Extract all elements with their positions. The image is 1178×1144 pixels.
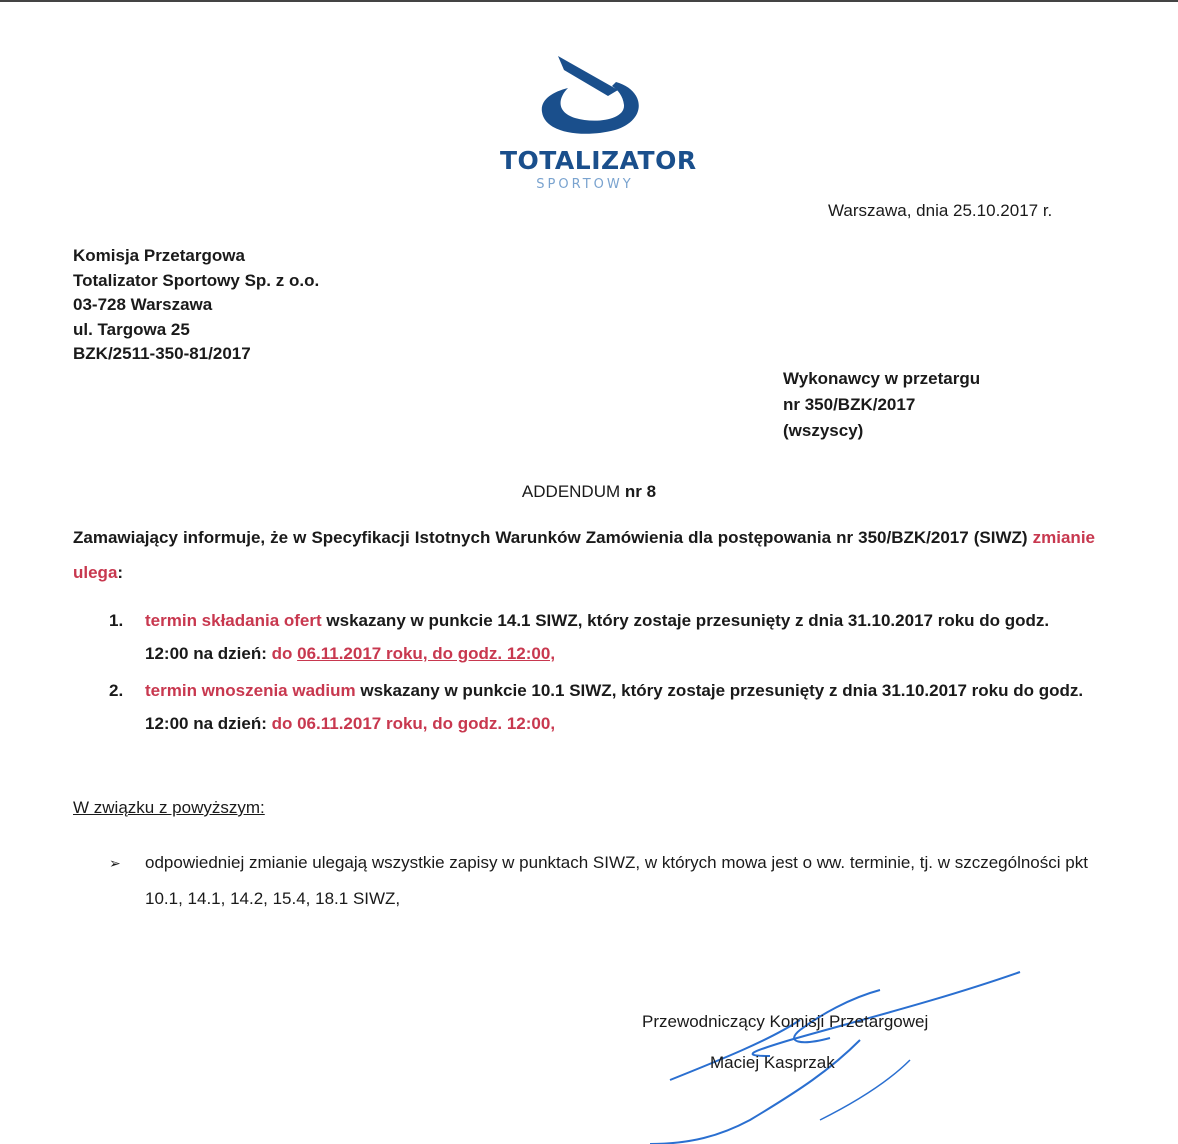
addendum-label: ADDENDUM [521,482,621,501]
list-item [73,604,1095,670]
recipient-line: nr 350/BZK/2017 [783,395,916,414]
bullet-text: odpowiedniej zmianie ulegają wszystkie zapisy w punktach SIWZ, w których mowa jest o ww. terminie, tj. w szczególności pkt 10.1, 14.1, 14.2, 15.4, 18.1 SIWZ, [145,853,1088,908]
intro-highlight: zmianie ulega [73,528,1095,582]
item-text: wskazany w punkcie 14.1 SIWZ, który zostaje przesunięty z dnia 31.10.2017 roku do godz. 12:00 na dzień: [145,611,1050,663]
intro-paragraph [73,520,1095,590]
item-number: 2. [109,681,124,700]
item-new-value: do 06.11.2017 roku, do godz. 12:00, [271,714,556,733]
letter-date: Warszawa, dnia 25.10.2017 r. [828,201,1053,220]
list-item [73,674,1095,740]
intro-suffix: : [117,563,124,582]
sender-line: BZK/2511-350-81/2017 [73,344,251,363]
sender-line: Totalizator Sportowy Sp. z o.o. [73,270,320,290]
signature-title: Przewodniczący Komisji Przetargowej [642,1012,929,1031]
arrow-bullet-icon: ➢ [109,855,121,871]
sender-line: ul. Targowa 25 [73,319,190,339]
company-logo [500,50,697,210]
intro-text: Zamawiający informuje, że w Specyfikacji Istotnych Warunków Zamówienia dla postępowania nr 350/BZK/2017 (SIWZ) [73,528,1033,547]
item-number: 1. [109,611,124,630]
addendum-title [0,482,1178,502]
item-highlight: termin składania ofert [145,611,322,630]
list-item [73,845,1095,917]
recipient-address [783,366,980,444]
item-new-value: 06.11.2017 roku, do godz. 12:00, [297,644,556,663]
changes-list [73,604,1095,744]
recipient-line: Wykonawcy w przetargu [783,369,981,388]
consequence-list [73,845,1095,917]
item-highlight: termin wnoszenia wadium [145,681,356,700]
consequence-heading: W związku z powyższym: [73,798,265,817]
totalizator-logo-icon [520,50,650,140]
signature-name: Maciej Kasprzak [710,1053,835,1072]
item-new-prefix: do [271,644,298,663]
logo-name: TOTALIZATOR [500,146,697,175]
sender-line: 03-728 Warszawa [73,295,213,314]
logo-subtitle: SPORTOWY [536,177,634,192]
addendum-number: nr 8 [624,482,657,501]
sender-line: Komisja Przetargowa [73,246,245,265]
top-border [0,0,1178,2]
item-text: wskazany w punkcie 10.1 SIWZ, który zostaje przesunięty z dnia 31.10.2017 roku do godz. 12:00 na dzień: [145,681,1084,733]
recipient-line: (wszyscy) [783,421,864,440]
sender-address [73,244,319,367]
signature-scribble-icon [600,960,1040,1144]
